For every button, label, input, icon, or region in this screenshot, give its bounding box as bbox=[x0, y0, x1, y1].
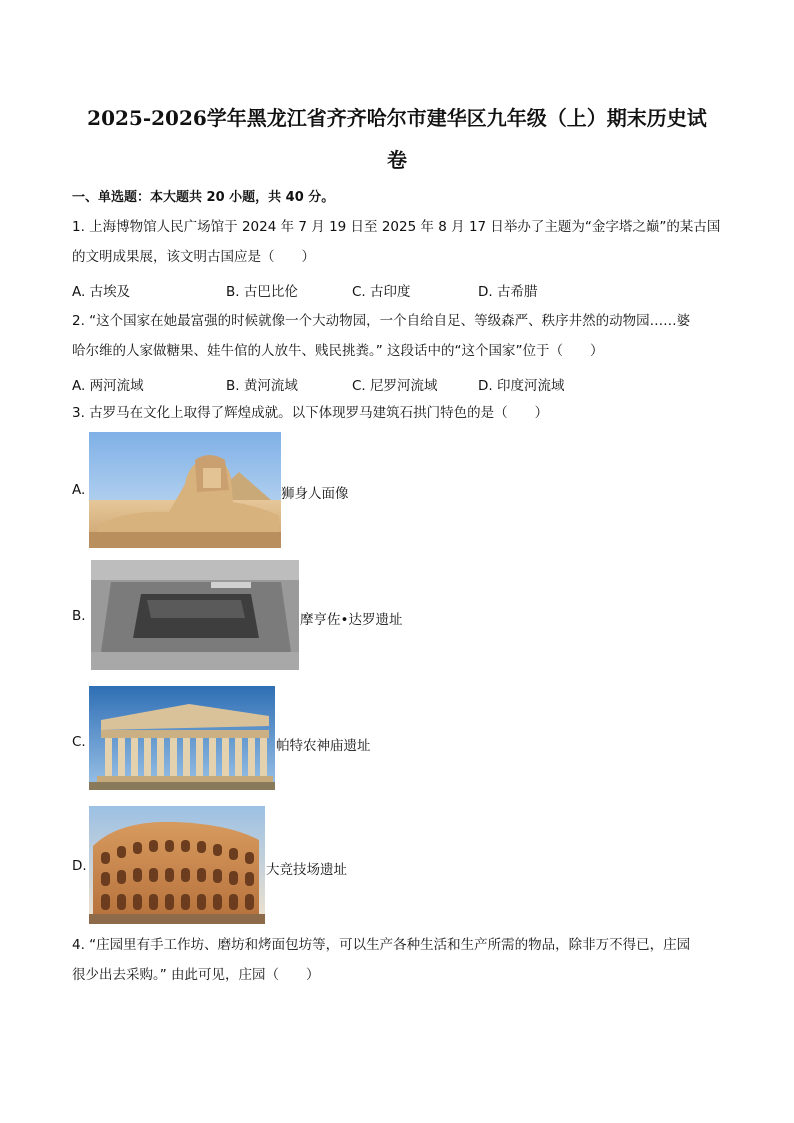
q1-option-c[interactable]: C. 古印度 bbox=[352, 284, 411, 300]
question-2-text bbox=[72, 306, 722, 366]
q3-option-a[interactable] bbox=[72, 432, 712, 550]
question-1-line1: 1. 上海博物馆人民广场馆于 2024 年 7 月 19 日至 2025 年 8 月 17 日举办了主题为“金字塔之巅”的某古国 bbox=[72, 219, 721, 235]
q3-option-c-letter: C. bbox=[72, 734, 86, 750]
question-1-options bbox=[72, 280, 722, 302]
sphinx-image bbox=[89, 432, 281, 548]
exam-title-line2: 卷 bbox=[387, 148, 407, 172]
exam-title-line1: 2025-2026学年黑龙江省齐齐哈尔市建华区九年级（上）期末历史试 bbox=[87, 106, 707, 130]
question-1-text bbox=[72, 212, 722, 272]
q2-option-c[interactable]: C. 尼罗河流域 bbox=[352, 378, 438, 394]
q2-option-d[interactable]: D. 印度河流域 bbox=[478, 378, 565, 394]
question-3-line1: 3. 古罗马在文化上取得了辉煌成就。以下体现罗马建筑石拱门特色的是（ ） bbox=[72, 405, 549, 421]
colosseum-image bbox=[89, 806, 265, 924]
q3-option-a-caption: 狮身人面像 bbox=[281, 486, 349, 502]
question-3-text bbox=[72, 398, 722, 428]
q1-option-b[interactable]: B. 古巴比伦 bbox=[226, 284, 298, 300]
question-1-line2: 的文明成果展，该文明古国应是（ ） bbox=[72, 249, 315, 265]
question-2-line1: 2. “这个国家在她最富强的时候就像一个大动物园，一个自给自足、等级森严、秩序井然的动物园……婆 bbox=[72, 313, 691, 329]
q3-option-d[interactable] bbox=[72, 806, 712, 924]
q3-option-a-letter: A. bbox=[72, 482, 86, 498]
section-heading: 一、单选题：本大题共 20 小题，共 40 分。 bbox=[72, 190, 335, 205]
q3-option-c[interactable] bbox=[72, 686, 712, 792]
q3-option-b-caption: 摩亨佐•达罗遗址 bbox=[300, 612, 403, 628]
q3-option-d-letter: D. bbox=[72, 858, 87, 874]
question-2-line2: 哈尔维的人家做糖果、娃牛倌的人放牛、贱民挑粪。” 这段话中的“这个国家”位于（ ） bbox=[72, 343, 604, 359]
q3-option-b-letter: B. bbox=[72, 608, 86, 624]
question-4-line2: 很少出去采购。” 由此可见，庄园（ ） bbox=[72, 967, 320, 983]
q2-option-b[interactable]: B. 黄河流域 bbox=[226, 378, 298, 394]
question-4-text bbox=[72, 930, 722, 990]
mohenjo-daro-image bbox=[91, 560, 299, 670]
q1-option-d[interactable]: D. 古希腊 bbox=[478, 284, 538, 300]
q2-option-a[interactable]: A. 两河流域 bbox=[72, 378, 144, 394]
question-4-line1: 4. “庄园里有手工作坊、磨坊和烤面包坊等，可以生产各种生活和生产所需的物品，除非万不得已，庄园 bbox=[72, 937, 691, 953]
q3-option-c-caption: 帕特农神庙遗址 bbox=[276, 738, 371, 754]
q3-option-d-caption: 大竞技场遗址 bbox=[266, 862, 347, 878]
parthenon-image bbox=[89, 686, 275, 790]
q3-option-b[interactable] bbox=[72, 560, 712, 672]
q1-option-a[interactable]: A. 古埃及 bbox=[72, 284, 131, 300]
question-2-options bbox=[72, 374, 722, 396]
